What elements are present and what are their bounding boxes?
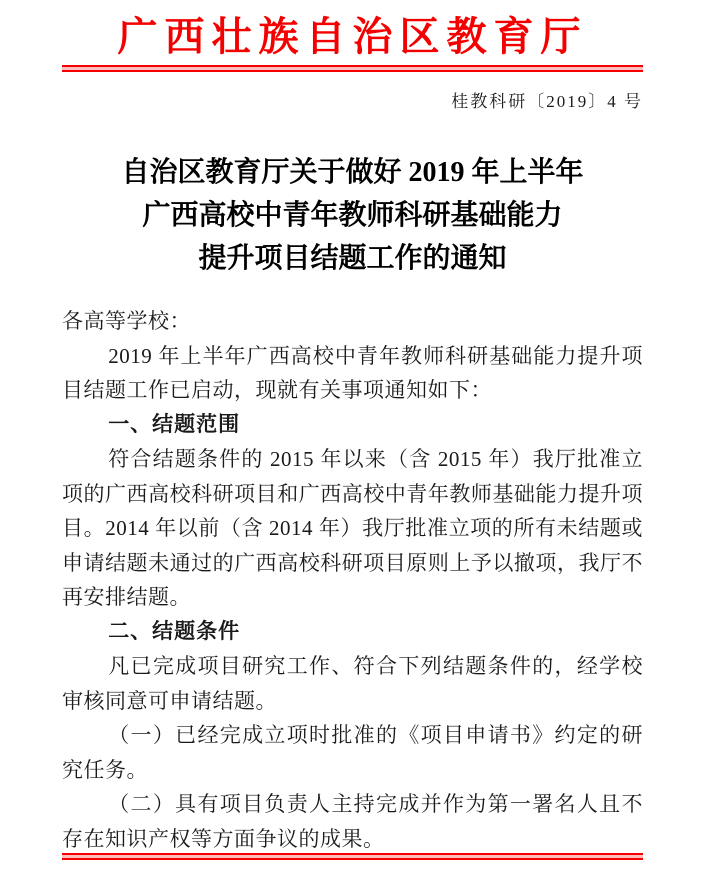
intro-paragraph: 2019 年上半年广西高校中青年教师科研基础能力提升项目结题工作已启动，现就有关事项通知如下：	[62, 343, 643, 402]
agency-name: 广西壮族自治区教育厅	[117, 14, 588, 59]
letterhead-divider	[62, 65, 643, 72]
document-number: 桂教科研〔2019〕4 号	[451, 92, 643, 111]
salutation: 各高等学校：	[62, 309, 191, 333]
section1-heading: 一、结题范围	[108, 412, 241, 436]
notice-title-line1: 自治区教育厅关于做好 2019 年上半年	[121, 157, 584, 188]
document-body	[62, 304, 643, 856]
section2-heading: 二、结题条件	[108, 619, 241, 643]
section1-paragraph: 符合结题条件的 2015 年以来（含 2015 年）我厅批准立项的广西高校科研项目和广西高校中青年教师基础能力提升项目。2014 年以前（含 2014 年）我厅批准立项的所有未结题或申请结题未通过的广西高校科研项目原则上予以撤项，我厅不再安排结题。	[62, 447, 643, 609]
notice-title	[62, 151, 643, 280]
footer-divider	[62, 853, 643, 860]
letterhead	[62, 12, 643, 113]
notice-title-line2: 广西高校中青年教师科研基础能力	[142, 200, 563, 231]
notice-title-line3: 提升项目结题工作的通知	[198, 243, 507, 274]
section2-paragraph: 凡已完成项目研究工作、符合下列结题条件的，经学校审核同意可申请结题。	[62, 654, 643, 713]
section2-item2: （二）具有项目负责人主持完成并作为第一署名人且不存在知识产权等方面争议的成果。	[62, 792, 643, 851]
section2-item1: （一）已经完成立项时批准的《项目申请书》约定的研究任务。	[62, 723, 643, 782]
